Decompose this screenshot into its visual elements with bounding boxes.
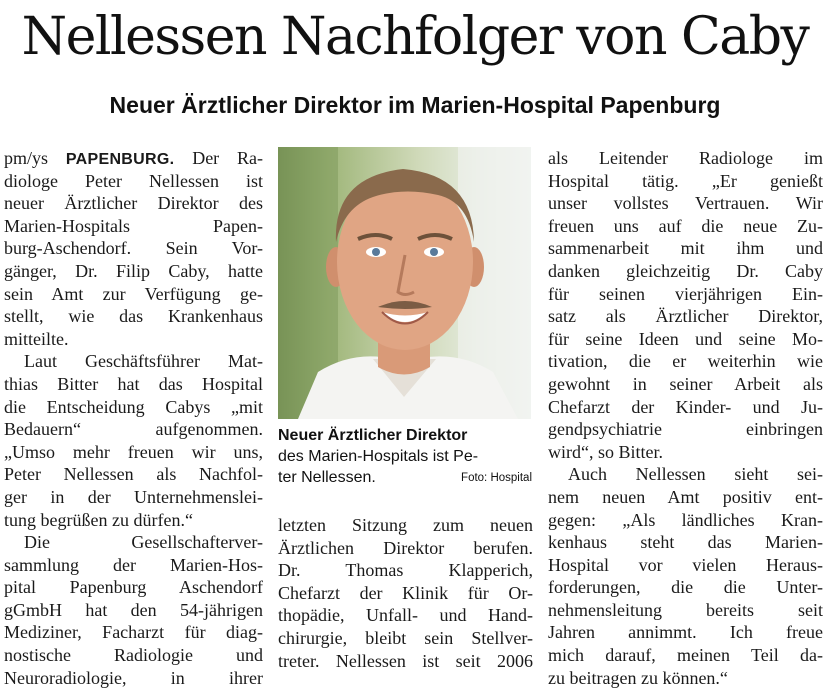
caption-bold: Neuer Ärztlicher Direktor (278, 427, 468, 444)
text-line: nem neuen Amt positiv ent- (548, 486, 823, 507)
text-line: Jahren annimmt. Ich freue (548, 622, 823, 643)
text-line: Chefarzt der Klinik für Or- (278, 582, 533, 603)
text-line: gegen: „Als ländliches Kran- (548, 509, 823, 530)
text-line: Peter Nellessen als Nachfol- (4, 464, 263, 485)
text-line: Neuroradiologie, in ihrer (4, 667, 263, 688)
text-line: mich darauf, meinen Teil da- (548, 645, 823, 666)
text-line: gendpsychiatrie einbringen (548, 419, 823, 440)
article-column-2 (278, 514, 533, 672)
text-line: Die Gesellschafterver- (24, 532, 263, 553)
subheadline: Neuer Ärztlicher Direktor im Marien-Hospital Papenburg (109, 92, 721, 118)
text-line: sammlung der Marien-Hos- (4, 554, 263, 575)
text-line: Hospital vor vielen Heraus- (548, 554, 823, 575)
text-line: danken gleichzeitig Dr. Caby (548, 260, 823, 281)
caption-line: des Marien-Hospitals ist Pe- (278, 448, 479, 465)
text-line: satz als Ärztlicher Direktor, (548, 306, 823, 327)
headline: Nellessen Nachfolger von Caby (21, 7, 809, 67)
portrait-illustration (278, 147, 531, 419)
text-line: für seine Ideen und seine Mo- (548, 328, 823, 349)
text-line: thopädie, Unfall- und Hand- (278, 605, 533, 626)
text-line: Ärztlichen Direktor berufen. (278, 537, 533, 558)
article-column-3 (548, 147, 823, 689)
text-line: thias Bitter hat das Hospital (4, 373, 263, 394)
text-line: burg-Aschendorf. Sein Vor- (4, 238, 263, 259)
text-line: treter. Nellessen ist seit 2006 (278, 650, 533, 671)
text-line: neuer Ärztlicher Direktor des (4, 193, 263, 214)
photo-caption (278, 425, 532, 489)
text-line: chirurgie, bleibt sein Stellver- (278, 627, 533, 648)
text-line: pm/ys PAPENBURG. Der Ra- (4, 148, 263, 168)
article-column-1 (4, 147, 263, 689)
caption-line: ter Nellessen. Foto: Hospital (278, 467, 532, 488)
text-line: Bedauern“ aufgenommen. (4, 419, 263, 440)
text-line: Auch Nellessen sieht sei- (568, 464, 823, 485)
text-line: gänger, Dr. Filip Caby, hatte (4, 260, 263, 281)
text-line: die Entscheidung Cabys „mit (4, 396, 263, 417)
text-line: kenhaus steht das Marien- (548, 532, 823, 553)
text-line: Mediziner, Facharzt für diag- (4, 622, 263, 643)
text-line: nostische Radiologie und (4, 645, 263, 666)
text-line: nehmensleitung bereits seit (548, 599, 823, 620)
author-initials: pm/ys (4, 148, 49, 168)
text-line: wird“, so Bitter. (548, 441, 663, 462)
text-line: gewohnt in seiner Arbeit als (548, 373, 823, 394)
photo-credit: Foto: Hospital (461, 472, 532, 484)
text-line: Dr. Thomas Klapperich, (278, 560, 533, 581)
text-line: sammenarbeit mit ihm und (548, 238, 823, 259)
portrait-photo (278, 147, 531, 419)
text-line: gGmbH hat den 54-jährigen (4, 599, 263, 620)
text-line: „Umso mehr freuen wir uns, (4, 441, 263, 462)
text-line: Hospital tätig. „Er genießt (548, 170, 823, 191)
text-line: diologe Peter Nellessen ist (4, 170, 263, 191)
text-line: stellt, wie das Krankenhaus (4, 306, 263, 327)
text-line: forderungen, die die Unter- (548, 577, 823, 598)
text-line: pital Papenburg Aschendorf (4, 577, 263, 598)
text-line: Marien-Hospitals Papen- (4, 215, 263, 236)
text-line: letzten Sitzung zum neuen (278, 515, 533, 535)
text-line: als Leitender Radiologe im (548, 148, 823, 168)
text-line: mitteilte. (4, 328, 69, 349)
text-line: zu beitragen zu können.“ (548, 667, 728, 688)
text-line: tung begrüßen zu dürfen.“ (4, 509, 193, 530)
text-line: freuen uns auf die neue Zu- (548, 215, 823, 236)
text-line: sein Amt zur Verfügung ge- (4, 283, 263, 304)
text-line: tivation, die er weiterhin wie (548, 351, 823, 372)
text-line: Chefarzt der Kinder- und Ju- (548, 396, 823, 417)
text-line: unser vollstes Vertrauen. Wir (548, 193, 823, 214)
text-line: ger in der Unternehmenslei- (4, 486, 263, 507)
text-line: für seinen vierjährigen Ein- (548, 283, 823, 304)
dateline: PAPENBURG. (65, 151, 175, 168)
text-line: Laut Geschäftsführer Mat- (24, 351, 263, 372)
